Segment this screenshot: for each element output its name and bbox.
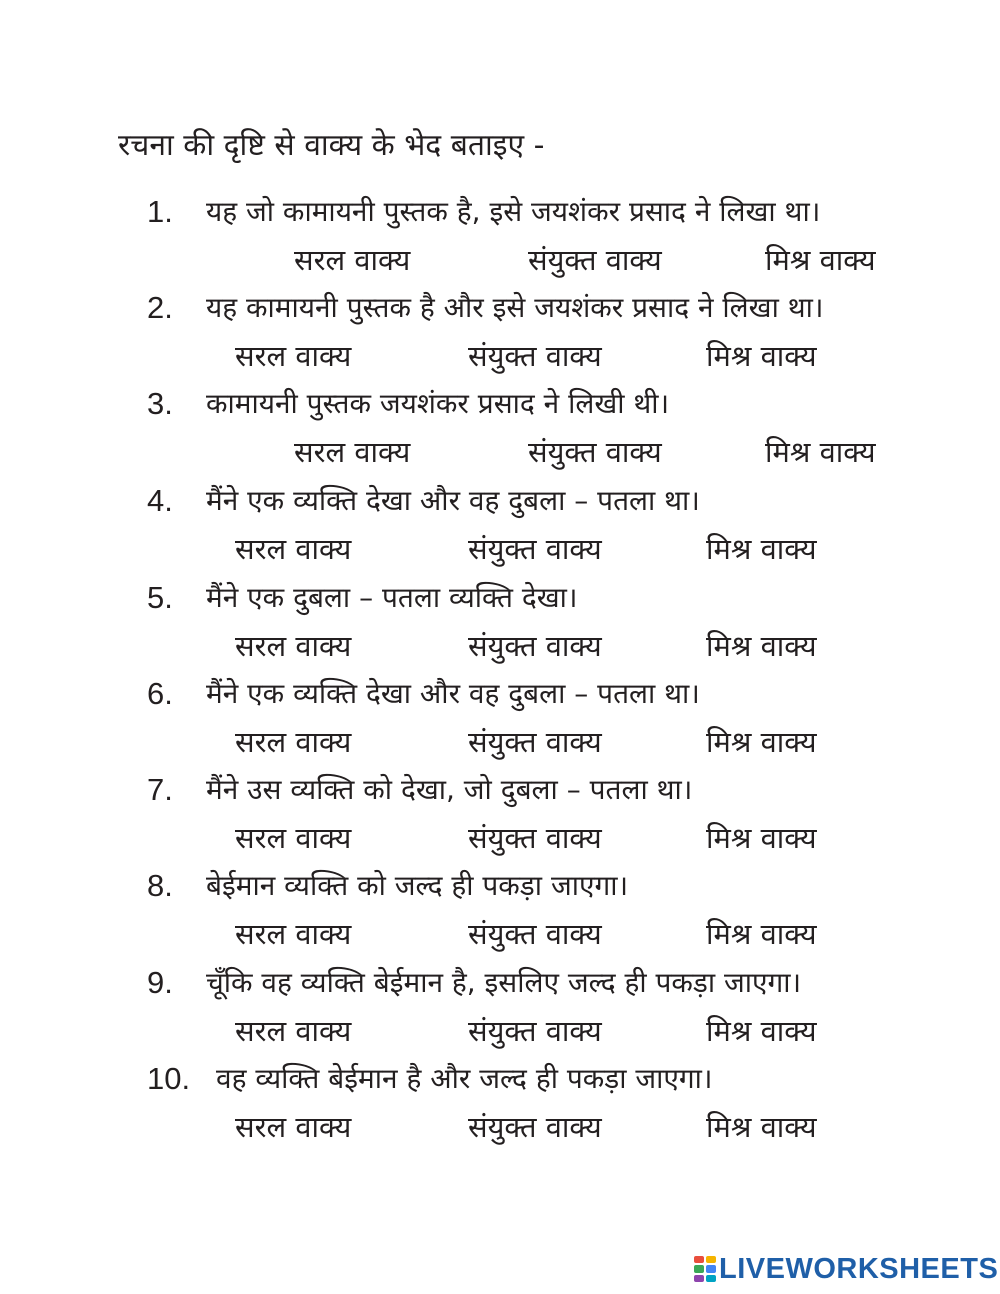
question-text: मैंने एक दुबला – पतला व्यक्ति देखा। [206, 581, 578, 614]
option-saral-vakya[interactable]: सरल वाक्य [294, 243, 411, 277]
option-saral-vakya[interactable]: सरल वाक्य [235, 725, 352, 759]
question-3 [0, 382, 1000, 478]
option-mishra-vakya[interactable]: मिश्र वाक्य [706, 1110, 817, 1144]
question-10 [0, 1057, 1000, 1153]
option-sanyukt-vakya[interactable]: संयुक्त वाक्य [468, 917, 602, 951]
option-mishra-vakya[interactable]: मिश्र वाक्य [706, 1014, 817, 1048]
option-mishra-vakya[interactable]: मिश्र वाक्य [706, 821, 817, 855]
option-mishra-vakya[interactable]: मिश्र वाक्य [706, 917, 817, 951]
question-4 [0, 479, 1000, 575]
logo-tile [694, 1256, 704, 1263]
question-number: 6. [147, 676, 173, 711]
option-sanyukt-vakya[interactable]: संयुक्त वाक्य [468, 1014, 602, 1048]
question-text: यह कामायनी पुस्तक है और इसे जयशंकर प्रसाद ने लिखा था। [206, 291, 824, 324]
option-mishra-vakya[interactable]: मिश्र वाक्य [706, 339, 817, 373]
question-number: 2. [147, 290, 173, 325]
logo-tile [694, 1265, 704, 1272]
option-saral-vakya[interactable]: सरल वाक्य [294, 435, 411, 469]
worksheet-heading: रचना की दृष्टि से वाक्य के भेद बताइए - [118, 128, 545, 163]
brand-name: LIVEWORKSHEETS [719, 1252, 999, 1285]
question-number: 10. [147, 1061, 191, 1096]
option-mishra-vakya[interactable]: मिश्र वाक्य [765, 435, 876, 469]
question-number: 8. [147, 868, 173, 903]
question-1 [0, 190, 1000, 286]
question-8 [0, 864, 1000, 960]
question-number: 3. [147, 386, 173, 421]
question-text: कामायनी पुस्तक जयशंकर प्रसाद ने लिखी थी। [206, 387, 670, 420]
option-sanyukt-vakya[interactable]: संयुक्त वाक्य [528, 243, 662, 277]
logo-tile [694, 1275, 704, 1282]
option-saral-vakya[interactable]: सरल वाक्य [235, 629, 352, 663]
option-saral-vakya[interactable]: सरल वाक्य [235, 1110, 352, 1144]
option-saral-vakya[interactable]: सरल वाक्य [235, 821, 352, 855]
question-text: वह व्यक्ति बेईमान है और जल्द ही पकड़ा जाएगा। [216, 1062, 713, 1095]
question-text: मैंने उस व्यक्ति को देखा, जो दुबला – पतला था। [206, 773, 693, 806]
option-saral-vakya[interactable]: सरल वाक्य [235, 1014, 352, 1048]
option-sanyukt-vakya[interactable]: संयुक्त वाक्य [468, 629, 602, 663]
option-mishra-vakya[interactable]: मिश्र वाक्य [765, 243, 876, 277]
question-9 [0, 961, 1000, 1057]
question-2 [0, 286, 1000, 382]
option-sanyukt-vakya[interactable]: संयुक्त वाक्य [468, 821, 602, 855]
question-7 [0, 768, 1000, 864]
question-number: 7. [147, 772, 173, 807]
logo-tile [706, 1265, 716, 1272]
logo-tile [706, 1256, 716, 1263]
option-mishra-vakya[interactable]: मिश्र वाक्य [706, 532, 817, 566]
option-sanyukt-vakya[interactable]: संयुक्त वाक्य [468, 725, 602, 759]
question-number: 5. [147, 580, 173, 615]
option-sanyukt-vakya[interactable]: संयुक्त वाक्य [528, 435, 662, 469]
option-sanyukt-vakya[interactable]: संयुक्त वाक्य [468, 532, 602, 566]
option-saral-vakya[interactable]: सरल वाक्य [235, 532, 352, 566]
question-text: चूँकि वह व्यक्ति बेईमान है, इसलिए जल्द ही पकड़ा जाएगा। [206, 966, 802, 999]
liveworksheets-logo-icon [694, 1256, 716, 1282]
option-mishra-vakya[interactable]: मिश्र वाक्य [706, 725, 817, 759]
question-text: यह जो कामायनी पुस्तक है, इसे जयशंकर प्रसाद ने लिखा था। [206, 195, 821, 228]
option-sanyukt-vakya[interactable]: संयुक्त वाक्य [468, 339, 602, 373]
question-text: बेईमान व्यक्ति को जल्द ही पकड़ा जाएगा। [206, 869, 629, 902]
question-number: 4. [147, 483, 173, 518]
question-6 [0, 672, 1000, 768]
option-mishra-vakya[interactable]: मिश्र वाक्य [706, 629, 817, 663]
option-sanyukt-vakya[interactable]: संयुक्त वाक्य [468, 1110, 602, 1144]
question-number: 9. [147, 965, 173, 1000]
option-saral-vakya[interactable]: सरल वाक्य [235, 339, 352, 373]
question-5 [0, 576, 1000, 672]
liveworksheets-brand [694, 1252, 998, 1286]
question-text: मैंने एक व्यक्ति देखा और वह दुबला – पतला था। [206, 484, 700, 517]
logo-tile [706, 1275, 716, 1282]
option-saral-vakya[interactable]: सरल वाक्य [235, 917, 352, 951]
question-number: 1. [147, 194, 173, 229]
question-text: मैंने एक व्यक्ति देखा और वह दुबला – पतला था। [206, 677, 700, 710]
